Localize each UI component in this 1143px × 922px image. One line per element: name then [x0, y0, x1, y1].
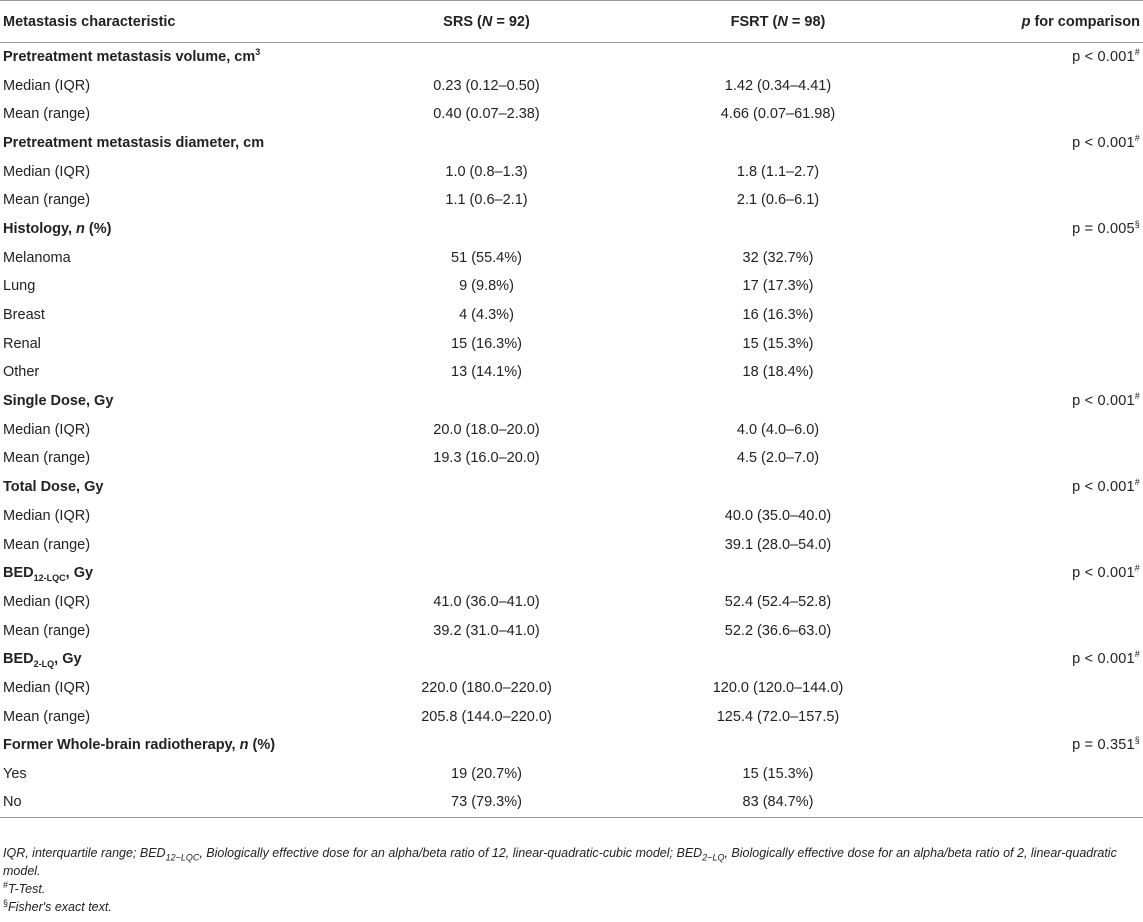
footnote-abbreviations: IQR, interquartile range; $BED_{12-LQC}$, Biologically effective dose for an alpha/beta ratio of 12, linear-quadratic-cubic model; $BED_{2-LQ}$, Biologically effective dose for an alpha/beta ratio of 2, linear-quadratic model. — [3, 846, 1117, 878]
header-srs: SRS (N = 92) — [345, 1, 628, 43]
footnote-fisher: §Fisher's exact text. — [3, 897, 112, 914]
table-footnotes — [3, 844, 1140, 916]
table-row: Breast 4 (4.3%) 16 (16.3%) — [3, 307, 814, 324]
section-title: $BED_{12-LQC}$, Gy — [3, 565, 94, 584]
p-value: p < 0.001# — [1072, 391, 1140, 410]
section-volume — [0, 43, 1143, 72]
table-row: Median (IQR) 0.23 (0.12–0.50) 1.42 (0.34–4.41) — [3, 77, 832, 94]
section-title: Histology, n (%) — [3, 220, 112, 237]
section-bed12 — [0, 559, 1143, 588]
table-row: Median (IQR) 1.0 (0.8–1.3) 1.8 (1.1–2.7) — [3, 163, 820, 180]
p-value: p = 0.351§ — [1072, 735, 1140, 754]
header-fsrt: FSRT (N = 98) — [628, 1, 928, 43]
table-row: Mean (range) 19.3 (16.0–20.0) 4.5 (2.0–7.0) — [3, 450, 820, 467]
section-title: Former Whole-brain radiotherapy, n (%) — [3, 737, 276, 754]
p-value: p < 0.001# — [1072, 47, 1140, 66]
table-row: Mean (range) 205.8 (144.0–220.0) 125.4 (72.0–157.5) — [3, 708, 840, 725]
footnote-ttest: #T-Test. — [3, 879, 46, 896]
table-row: Median (IQR) 220.0 (180.0–220.0) 120.0 (120.0–144.0) — [3, 679, 844, 696]
table-row: Lung 9 (9.8%) 17 (17.3%) — [3, 278, 814, 295]
table-row: Yes 19 (20.7%) 15 (15.3%) — [3, 766, 814, 783]
section-single-dose — [0, 387, 1143, 416]
table-row: Mean (range) 1.1 (0.6–2.1) 2.1 (0.6–6.1) — [3, 192, 820, 209]
p-value: p < 0.001# — [1072, 477, 1140, 496]
p-value: p < 0.001# — [1072, 649, 1140, 668]
section-total-dose — [0, 473, 1143, 502]
table-row: Mean (range) 39.2 (31.0–41.0) 52.2 (36.6–63.0) — [3, 622, 832, 639]
section-diameter — [0, 129, 1143, 158]
section-title: Single Dose, Gy — [3, 393, 114, 410]
table-header-row — [0, 1, 1143, 43]
table-row: Median (IQR) 20.0 (18.0–20.0) 4.0 (4.0–6.0) — [3, 421, 820, 438]
p-value: p = 0.005§ — [1072, 219, 1140, 237]
p-value: p < 0.001# — [1072, 133, 1140, 151]
table-row: Melanoma 51 (55.4%) 32 (32.7%) — [3, 249, 814, 266]
section-title: Pretreatment metastasis diameter, cm — [3, 134, 265, 151]
table-row: Mean (range) 39.1 (28.0–54.0) — [3, 536, 832, 553]
p-value: p < 0.001# — [1072, 563, 1140, 582]
table-row: No 73 (79.3%) 83 (84.7%) — [0, 788, 1143, 817]
header-characteristic: Metastasis characteristic — [0, 1, 345, 43]
section-title: Pretreatment metastasis volume, $cm^3$ — [3, 47, 261, 66]
table-row: Median (IQR) 41.0 (36.0–41.0) 52.4 (52.4–52.8) — [3, 593, 832, 610]
section-histology — [0, 215, 1143, 244]
table-row: Renal 15 (16.3%) 15 (15.3%) — [3, 335, 814, 352]
section-title: $BED_{2-LQ}$, Gy — [3, 651, 82, 670]
table-row: Other 13 (14.1%) 18 (18.4%) — [3, 364, 814, 381]
section-wbrt — [0, 731, 1143, 760]
section-title: Total Dose, Gy — [3, 479, 104, 496]
table-row: Median (IQR) 40.0 (35.0–40.0) — [3, 507, 832, 524]
section-bed2 — [0, 645, 1143, 674]
header-p-comparison: p for comparison — [928, 1, 1143, 43]
table-row: Mean (range) 0.40 (0.07–2.38) 4.66 (0.07–61.98) — [3, 106, 836, 123]
